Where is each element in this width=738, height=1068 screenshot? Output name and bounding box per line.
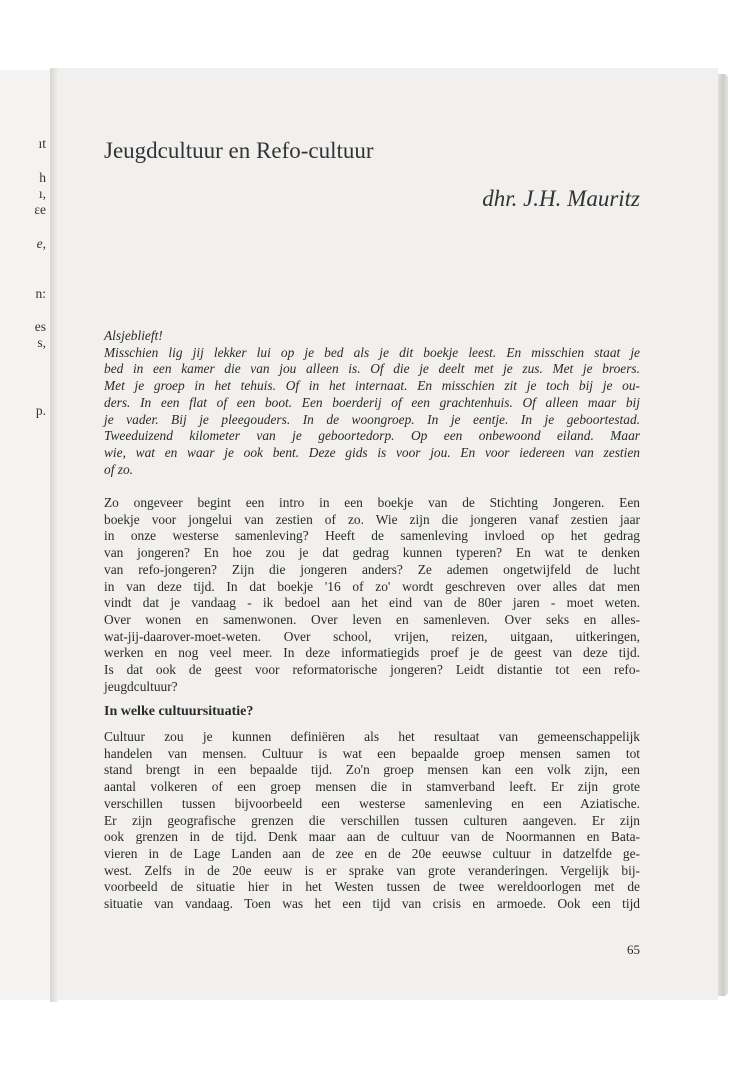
text-line: aantal volkeren of een groep mensen die in stamverband leeft. Er zijn grote	[104, 779, 640, 795]
text-line: verschillen tussen bijvoorbeeld een westerse samenleving en een Aziatische.	[104, 795, 640, 811]
book-gutter	[50, 68, 58, 1002]
text-line: Misschien lig jij lekker lui op je bed als je dit boekje leest. En misschien staat je	[104, 344, 640, 360]
paragraph-1	[104, 495, 640, 695]
article-author: dhr. J.H. Mauritz	[482, 186, 640, 211]
left-page-fragment: es	[34, 319, 46, 334]
article-title: Jeugdcultuur en Refo-cultuur	[104, 138, 374, 163]
text-line: vindt dat je vandaag - ik bedoel aan het eind van de 80er jaren - moet weten.	[104, 595, 640, 611]
text-line: of zo.	[104, 461, 134, 477]
left-page-fragment: ıt	[38, 136, 46, 151]
text-line: werken en nog veel meer. In deze informatiegids proef je de geest van deze tijd.	[104, 645, 640, 661]
left-page-fragment: e,	[36, 236, 46, 251]
left-page-fragment: p.	[35, 403, 46, 418]
previous-page-strip	[0, 70, 50, 1000]
left-page-fragment: h	[39, 170, 46, 185]
paragraph-2	[104, 729, 640, 913]
text-line: voorbeeld de situatie hier in het Westen tussen de twee wereldoorlogen met de	[104, 879, 640, 895]
text-line: Er zijn geografische grenzen die verschillen tussen culturen aangeven. Er zijn	[104, 812, 640, 828]
text-line: in van deze tijd. In dat boekje '16 of zo' wordt geschreven over alles dat men	[104, 578, 640, 594]
text-line: in onze westerse samenleving? Heeft de samenleving invloed op het gedrag	[104, 528, 640, 544]
page-number: 65	[627, 942, 640, 957]
text-line: Met je groep in het tehuis. Of in het internaat. En misschien zit je toch bij je ou-	[104, 378, 640, 394]
text-line: Cultuur zou je kunnen definiëren als het resultaat van gemeenschappelijk	[104, 729, 640, 744]
section-heading: In welke cultuursituatie?	[104, 704, 254, 719]
text-line: ook grenzen in de tijd. Denk maar aan de cultuur van de Noormannen en Bata-	[104, 829, 640, 845]
left-page-fragment: ı,	[38, 186, 46, 201]
text-line: boekje voor jongelui van zestien of zo. Wie zijn die jongeren vanaf zestien jaar	[104, 511, 640, 527]
text-line: west. Zelfs in de 20e eeuw is er sprake van grote veranderingen. Vergelijk bij-	[104, 862, 640, 878]
text-line: Tweeduizend kilometer van je geboortedorp. Op een onbewoond eiland. Maar	[104, 428, 640, 444]
text-line: vieren in de Lage Landen aan de zee en de 20e eeuwse cultuur in datzelfde ge-	[104, 845, 640, 861]
text-line: bed in een kamer die van jou alleen is. Of die je deelt met je zus. Met je broers.	[104, 361, 640, 377]
text-line: van refo-jongeren? Zijn die jongeren anders? Ze ademen ongetwijfeld de lucht	[104, 561, 640, 577]
text-line: wat-jij-daarover-moet-weten. Over school, vrijen, reizen, uitgaan, uitkeringen,	[104, 628, 640, 644]
text-line: je vader. Bij je pleegouders. In de woongroep. In je eentje. In je geboortestad.	[104, 411, 640, 427]
text-line: situatie van vandaag. Toen was het een tijd van crisis en armoede. Ook een tijd	[104, 896, 640, 912]
text-line: Zo ongeveer begint een intro in een boekje van de Stichting Jongeren. Een	[104, 495, 640, 510]
intro-quote	[104, 328, 640, 478]
left-page-fragment: n:	[35, 286, 46, 301]
page-edge-stack	[718, 74, 728, 996]
text-line: handelen van mensen. Cultuur is wat een bepaalde groep mensen samen tot	[104, 745, 640, 761]
text-line: Over wonen en samenwonen. Over leven en samenleven. Over seks en alles-	[104, 611, 640, 627]
left-page-fragment: s,	[37, 335, 46, 350]
left-page-fragment: ɛe	[34, 202, 46, 217]
text-line: jeugdcultuur?	[104, 678, 178, 694]
text-line: Alsjeblieft!	[104, 328, 163, 343]
text-line: ders. In een flat of een boot. Een boerderij of een grachtenhuis. Of alleen maar bij	[104, 394, 640, 410]
text-line: stand brengt in een bepaalde tijd. Zo'n groep mensen kan een volk zijn, een	[104, 762, 640, 778]
text-line: van jongeren? En hoe zou je dat gedrag kunnen typeren? En wat te denken	[104, 545, 640, 561]
text-line: Is dat ook de geest voor reformatorische jongeren? Leidt distantie tot een refo-	[104, 662, 640, 678]
text-line: wie, wat en waar je ook bent. Deze gids is voor jou. En voor iedereen van zestien	[104, 444, 640, 460]
